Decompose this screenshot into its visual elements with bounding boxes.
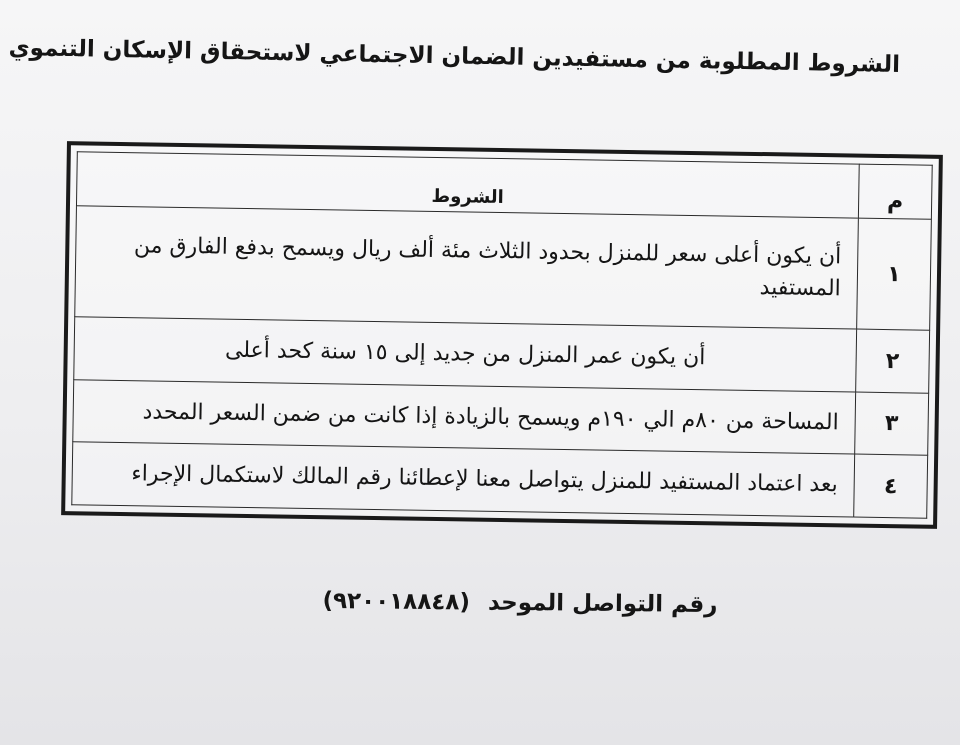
- row-number: ٢: [856, 329, 930, 393]
- row-number: ٤: [854, 454, 928, 518]
- table-row: [72, 442, 928, 518]
- row-condition-text: بعد اعتماد المستفيد للمنزل يتواصل معنا لإعطائنا رقم المالك لاستكمال الإجراء: [72, 442, 855, 517]
- conditions-table: [71, 151, 932, 518]
- row-condition-text: المساحة من ٨٠م الي ١٩٠م ويسمح بالزيادة إذا كانت من ضمن السعر المحدد: [73, 380, 856, 455]
- header-conditions: الشروط: [76, 152, 859, 218]
- row-condition-text: أن يكون أعلى سعر للمنزل بحدود الثلاث مئة ألف ريال ويسمح بدفع الفارق من المستفيد: [75, 206, 859, 330]
- header-number: م: [858, 164, 932, 219]
- contact-number: (٩٢٠٠١٨٨٤٨): [322, 587, 471, 616]
- table-row: [75, 206, 932, 331]
- contact-label: رقم التواصل الموحد: [487, 589, 718, 619]
- row-condition-text: أن يكون عمر المنزل من جديد إلى ١٥ سنة كحد أعلى: [74, 317, 857, 392]
- conditions-table-frame: [61, 141, 943, 529]
- row-number: ٣: [855, 392, 929, 456]
- row-number: ١: [857, 218, 932, 330]
- document-title: الشروط المطلوبة من مستفيدين الضمان الاجتماعي لاستحقاق الإسكان التنموي: [8, 34, 901, 78]
- contact-footer: [290, 584, 750, 623]
